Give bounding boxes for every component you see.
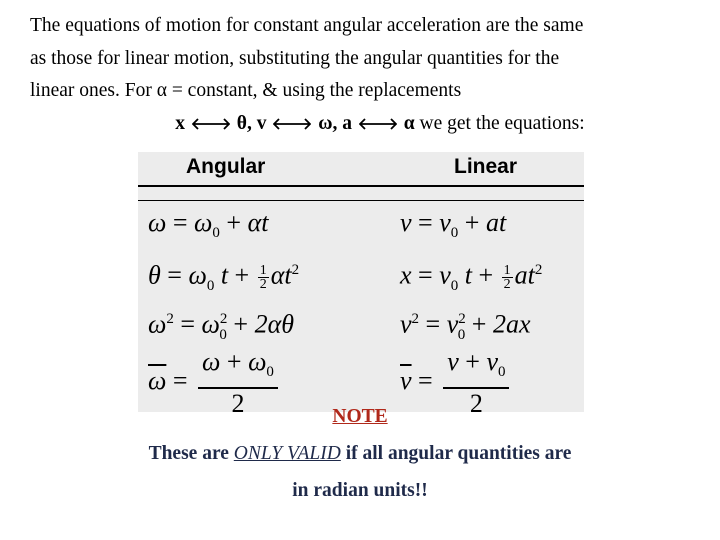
intro-line-1: The equations of motion for constant angular acceleration are the same [30,15,584,36]
replace-angular-alpha: α [403,112,415,134]
intro-paragraph [30,10,700,140]
linear-velocity-squared-equation: $v^2 = v^2_0 + 2ax$ [400,309,531,343]
average-linear-velocity-equation: $\overline{v}$ = $\frac{v + v_0}{2}$ [400,347,513,419]
note-title: NOTE [332,406,388,427]
angular-displacement-equation: $\theta = \omega_0$ t + $\frac{1}{2}\alpha t^2$ [148,260,300,294]
replace-linear-x: x [175,112,186,134]
header-underline [138,200,584,201]
header-rule [138,185,584,187]
replacements-line [30,108,700,141]
note-emphasis: ONLY VALID [233,443,341,464]
double-arrow-icon [273,118,311,130]
header-angular: Angular [186,155,266,178]
replace-angular-omega: ω, [318,112,338,134]
replace-linear-a: a [342,112,352,134]
note-body-post: if all angular quantities are [345,443,572,464]
note-body-pre: These are [148,443,229,464]
double-arrow-icon [192,118,230,130]
intro-line-2: as those for linear motion, substituting the angular quantities for the [30,47,560,69]
note-body [0,443,720,465]
linear-displacement-equation: $x = v_0$ t + $\frac{1}{2}at^2$ [400,260,543,294]
replace-linear-v: v [256,112,267,134]
average-angular-velocity-equation: $\overline{\omega}$ = $\frac{\omega + \omega_0}{2}$ [148,347,282,419]
intro-line-3: linear ones. For α = constant, & using the replacements [30,80,462,101]
double-arrow-icon [359,118,397,130]
linear-velocity-equation: $v = v_0$ + at [400,208,507,242]
replace-angular-theta: θ, [236,112,252,134]
angular-velocity-equation: $\omega = \omega_0 + \alpha t$ [148,208,269,242]
replacements-tail: we get the equations: [419,112,585,134]
header-linear: Linear [454,155,518,178]
note-body-line-2: in radian units!! [292,480,428,501]
angular-velocity-squared-equation: $\omega^2 = \omega^2_0 + 2\alpha\theta$ [148,309,294,343]
